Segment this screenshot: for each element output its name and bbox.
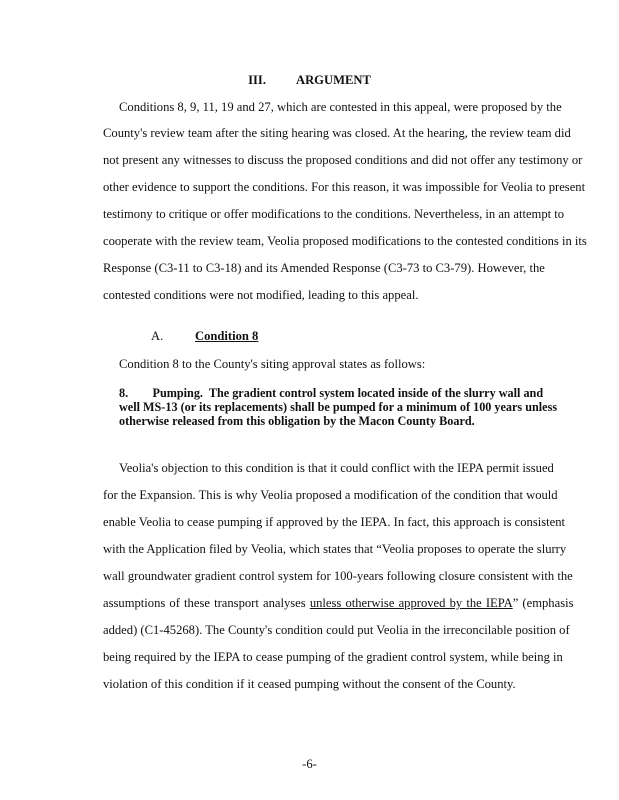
text-line: Conditions 8, 9, 11, 19 and 27, which are contested in this appeal, were proposed by the xyxy=(119,100,562,114)
emphasized-text: unless otherwise approved by the IEPA xyxy=(309,596,513,610)
quote-line: 8. Pumping. The gradient control system located inside of the slurry wall and xyxy=(119,386,544,400)
text-line-mixed xyxy=(103,596,574,610)
text-line: not present any witnesses to discuss the proposed conditions and did not offer any testimony or xyxy=(103,153,583,167)
quote-line: well MS-13 (or its replacements) shall be pumped for a minimum of 100 years unless xyxy=(119,400,558,414)
section-number: III. xyxy=(248,73,266,87)
subheading-letter: A. xyxy=(151,329,164,343)
text-line: for the Expansion. This is why Veolia proposed a modification of the condition that would xyxy=(103,488,558,502)
text-segment: ” (emphasis xyxy=(512,596,574,610)
section-heading xyxy=(0,73,619,88)
text-line: County's review team after the siting hearing was closed. At the hearing, the review team did xyxy=(103,126,571,140)
section-title: ARGUMENT xyxy=(295,73,371,87)
text-line: Response (C3-11 to C3-18) and its Amended Response (C3-73 to C3-79). However, the xyxy=(103,261,545,275)
text-line: contested conditions were not modified, leading to this appeal. xyxy=(103,288,419,302)
intro-line: Condition 8 to the County's siting approval states as follows: xyxy=(119,357,426,371)
text-line: Veolia's objection to this condition is that it could conflict with the IEPA permit issued xyxy=(119,461,554,475)
subheading-title: Condition 8 xyxy=(195,329,259,343)
page-number: -6- xyxy=(302,757,317,771)
text-line: with the Application filed by Veolia, which states that “Veolia proposes to operate the slurry xyxy=(103,542,567,556)
text-line: wall groundwater gradient control system for 100-years following closure consistent with the xyxy=(103,569,573,583)
quote-line: otherwise released from this obligation by the Macon County Board. xyxy=(119,414,475,428)
subheading xyxy=(151,329,259,344)
text-segment: assumptions of these transport analyses xyxy=(103,596,310,610)
text-line: enable Veolia to cease pumping if approved by the IEPA. In fact, this approach is consistent xyxy=(103,515,566,529)
text-line: other evidence to support the conditions. For this reason, it was impossible for Veolia to present xyxy=(103,180,586,194)
text-line: testimony to critique or offer modifications to the conditions. Nevertheless, in an attempt to xyxy=(103,207,565,221)
text-line: added) (C1-45268). The County's condition could put Veolia in the irreconcilable position of xyxy=(103,623,570,637)
text-line: cooperate with the review team, Veolia proposed modifications to the contested conditions in its xyxy=(103,234,587,248)
text-line: being required by the IEPA to cease pumping of the gradient control system, while being in xyxy=(103,650,563,664)
text-line: violation of this condition if it ceased pumping without the consent of the County. xyxy=(103,677,516,691)
